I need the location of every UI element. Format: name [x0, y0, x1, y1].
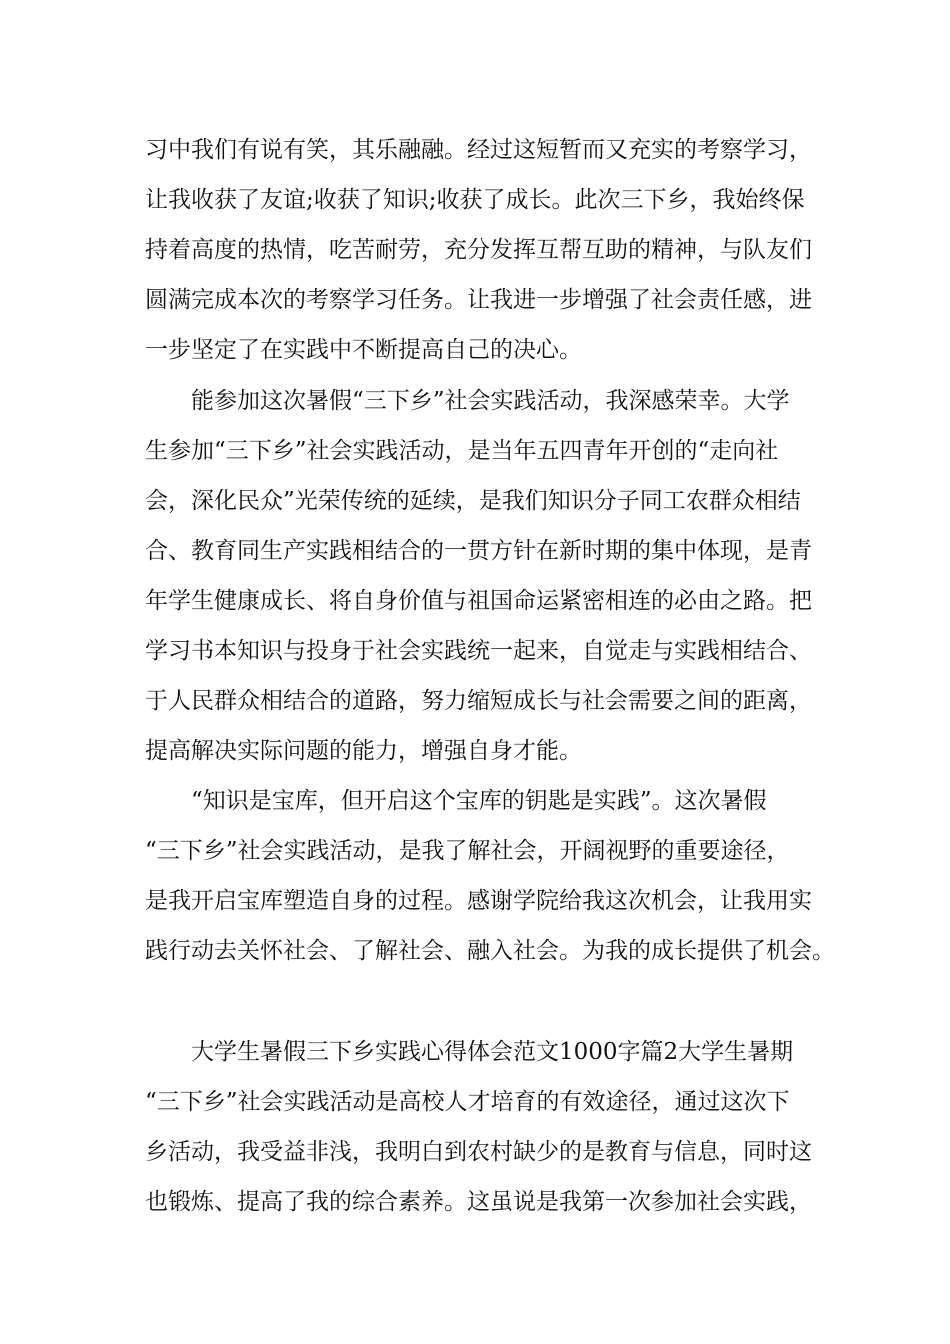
text-line: 大学生暑假三下乡实践心得体会范文1000字篇2大学生暑期 [145, 1039, 794, 1065]
text-line: 能参加这次暑假“三下乡”社会实践活动，我深感荣幸。大学 [145, 388, 790, 414]
text-line: 让我收获了友谊;收获了知识;收获了成长。此次三下乡，我始终保 [145, 187, 805, 213]
text-line: 乡活动，我受益非浅，我明白到农村缺少的是教育与信息，同时这 [145, 1139, 812, 1165]
text-line: 提高解决实际问题的能力，增强自身才能。 [145, 738, 582, 764]
text-line: 习中我们有说有笑，其乐融融。经过这短暂而又充实的考察学习， [145, 137, 812, 163]
text-line: “三下乡”社会实践活动是高校人才培育的有效途径，通过这次下 [145, 1089, 790, 1115]
text-line: 于人民群众相结合的道路，努力缩短成长与社会需要之间的距离， [145, 688, 812, 714]
text-line: 合、教育同生产实践相结合的一贯方针在新时期的集中体现，是青 [145, 538, 812, 564]
text-line: 持着高度的热情，吃苦耐劳，充分发挥互帮互助的精神，与队友们 [145, 237, 812, 263]
text-line: 践行动去关怀社会、了解社会、融入社会。为我的成长提供了机会。 [145, 938, 835, 964]
text-line: 一步坚定了在实践中不断提高自己的决心。 [145, 337, 582, 363]
text-line: 生参加“三下乡”社会实践活动，是当年五四青年开创的“走向社 [145, 438, 779, 464]
text-line: 年学生健康成长、将自身价值与祖国命运紧密相连的必由之路。把 [145, 588, 812, 614]
text-line: 也锻炼、提高了我的综合素养。这虽说是我第一次参加社会实践， [145, 1189, 812, 1215]
text-line: “三下乡”社会实践活动，是我了解社会，开阔视野的重要途径， [145, 838, 790, 864]
text-line: 学习书本知识与投身于社会实践统一起来，自觉走与实践相结合、 [145, 638, 812, 664]
text-line: 会，深化民众”光荣传统的延续，是我们知识分子同工农群众相结 [145, 488, 801, 514]
text-line: “知识是宝库，但开启这个宝库的钥匙是实践”。这次暑假 [145, 788, 767, 814]
text-line: 圆满完成本次的考察学习任务。让我进一步增强了社会责任感，进 [145, 287, 812, 313]
text-line: 是我开启宝库塑造自身的过程。感谢学院给我这次机会，让我用实 [145, 888, 812, 914]
